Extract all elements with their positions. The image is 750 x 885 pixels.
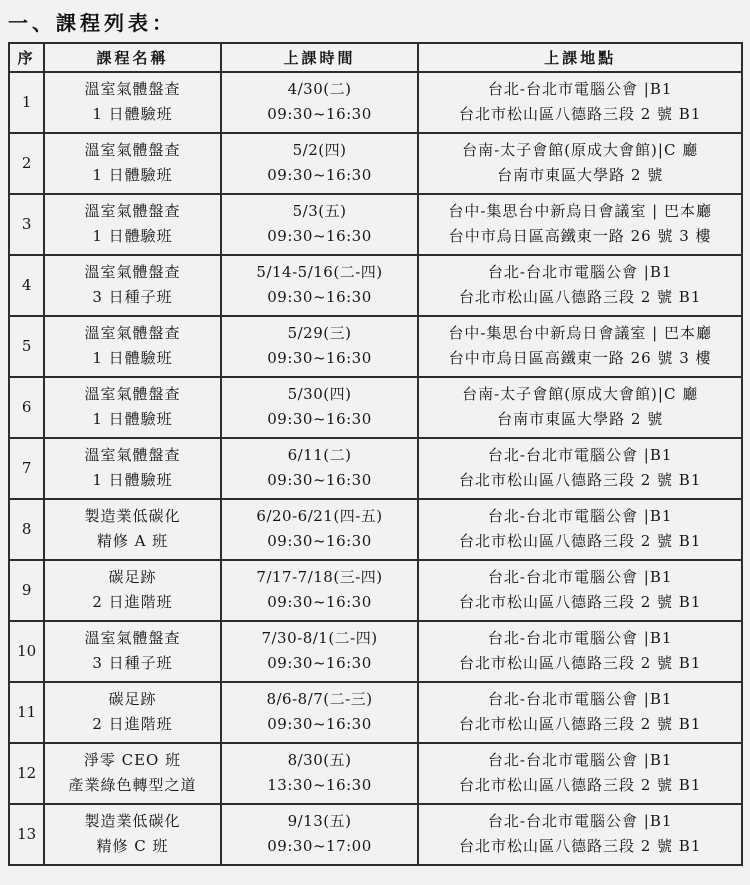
- class-location-cell-line: 台中-集思台中新烏日會議室 | 巴本廳: [448, 202, 712, 221]
- col-header-location: 上課地點: [418, 43, 742, 72]
- class-location-cell: [418, 194, 742, 255]
- course-name-cell-line: 製造業低碳化: [84, 507, 181, 526]
- class-location-cell-line: 台北-台北市電腦公會 |B1: [487, 751, 673, 770]
- class-location-cell-line: 台中市烏日區高鐵東一路 26 號 3 樓: [448, 349, 712, 368]
- class-location-cell-line: 台南-太子會館(原成大會館)|C 廳: [462, 385, 699, 404]
- course-name-cell-line: 碳足跡: [108, 568, 157, 587]
- class-location-cell: [418, 682, 742, 743]
- class-location-cell-line: 台北市松山區八德路三段 2 號 B1: [458, 471, 702, 490]
- class-time-cell-line: 7/30-8/1(二-四): [261, 629, 378, 648]
- class-location-cell-line: 台北-台北市電腦公會 |B1: [487, 263, 673, 282]
- row-number-cell: [9, 804, 44, 865]
- class-time-cell-line: 5/2(四): [292, 141, 347, 160]
- class-time-cell-content: [222, 744, 418, 803]
- row-number-cell: [9, 72, 44, 133]
- class-time-cell: [221, 194, 419, 255]
- class-time-cell-content: [222, 378, 418, 437]
- class-time-cell-content: [222, 500, 418, 559]
- class-location-cell-line: 台北市松山區八德路三段 2 號 B1: [458, 593, 702, 612]
- class-location-cell-line: 台南市東區大學路 2 號: [497, 166, 664, 185]
- course-name-cell: [44, 255, 220, 316]
- course-name-cell-content: [45, 744, 219, 803]
- class-location-cell: [418, 499, 742, 560]
- class-location-cell-content: [419, 439, 741, 498]
- class-time-cell: [221, 316, 419, 377]
- row-number-cell-line: 1: [21, 92, 32, 111]
- table-row: [9, 743, 742, 804]
- course-name-cell-line: 溫室氣體盤查: [84, 629, 181, 648]
- course-name-cell-line: 1 日體驗班: [92, 166, 173, 185]
- class-location-cell-line: 台北市松山區八德路三段 2 號 B1: [458, 654, 702, 673]
- class-location-cell-content: [419, 622, 741, 681]
- class-location-cell-content: [419, 744, 741, 803]
- course-name-cell: [44, 133, 220, 194]
- class-location-cell-line: 台北市松山區八德路三段 2 號 B1: [458, 776, 702, 795]
- row-number-cell-content: [10, 439, 43, 498]
- class-time-cell: [221, 743, 419, 804]
- course-name-cell: [44, 743, 220, 804]
- course-table: [8, 42, 743, 866]
- row-number-cell-content: [10, 744, 43, 803]
- table-row: [9, 499, 742, 560]
- class-location-cell-line: 台南-太子會館(原成大會館)|C 廳: [462, 141, 699, 160]
- class-location-cell-line: 台南市東區大學路 2 號: [497, 410, 664, 429]
- row-number-cell-content: [10, 622, 43, 681]
- class-location-cell-line: 台北市松山區八德路三段 2 號 B1: [458, 837, 702, 856]
- row-number-cell-content: [10, 378, 43, 437]
- class-time-cell-line: 09:30~16:30: [267, 227, 372, 246]
- class-location-cell-content: [419, 561, 741, 620]
- table-row: [9, 133, 742, 194]
- course-table-body: [9, 72, 742, 865]
- class-location-cell-line: 台北市松山區八德路三段 2 號 B1: [458, 105, 702, 124]
- row-number-cell-line: 3: [21, 214, 32, 233]
- row-number-cell-content: [10, 805, 43, 864]
- class-time-cell: [221, 255, 419, 316]
- course-name-cell-content: [45, 378, 219, 437]
- row-number-cell: [9, 133, 44, 194]
- course-name-cell-content: [45, 561, 219, 620]
- course-name-cell: [44, 621, 220, 682]
- class-time-cell-line: 09:30~16:30: [267, 288, 372, 307]
- class-time-cell-content: [222, 73, 418, 132]
- row-number-cell-line: 8: [21, 519, 32, 538]
- class-location-cell-line: 台北市松山區八德路三段 2 號 B1: [458, 715, 702, 734]
- course-name-cell: [44, 499, 220, 560]
- class-location-cell-line: 台北-台北市電腦公會 |B1: [487, 629, 673, 648]
- class-location-cell-content: [419, 378, 741, 437]
- course-name-cell-line: 溫室氣體盤查: [84, 385, 181, 404]
- class-time-cell: [221, 621, 419, 682]
- row-number-cell-content: [10, 256, 43, 315]
- page-title: 一、課程列表：: [8, 11, 176, 35]
- class-time-cell: [221, 682, 419, 743]
- course-name-cell-line: 3 日種子班: [92, 654, 173, 673]
- course-name-cell-line: 溫室氣體盤查: [84, 446, 181, 465]
- course-name-cell: [44, 194, 220, 255]
- class-time-cell: [221, 499, 419, 560]
- class-time-cell: [221, 133, 419, 194]
- class-time-cell-content: [222, 439, 418, 498]
- class-location-cell: [418, 133, 742, 194]
- class-time-cell-line: 09:30~16:30: [267, 471, 372, 490]
- class-location-cell-line: 台北-台北市電腦公會 |B1: [487, 812, 673, 831]
- course-name-cell-line: 溫室氣體盤查: [84, 263, 181, 282]
- row-number-cell-line: 5: [21, 336, 32, 355]
- table-row: [9, 377, 742, 438]
- class-location-cell-content: [419, 134, 741, 193]
- class-location-cell-line: 台中市烏日區高鐵東一路 26 號 3 樓: [448, 227, 712, 246]
- class-location-cell-line: 台北-台北市電腦公會 |B1: [487, 690, 673, 709]
- course-name-cell-line: 2 日進階班: [92, 593, 173, 612]
- class-time-cell-line: 5/29(三): [287, 324, 352, 343]
- class-time-cell-content: [222, 683, 418, 742]
- course-name-cell-line: 製造業低碳化: [84, 812, 181, 831]
- course-name-cell-content: [45, 683, 219, 742]
- class-time-cell-line: 13:30~16:30: [267, 776, 372, 795]
- class-time-cell-line: 09:30~16:30: [267, 654, 372, 673]
- class-time-cell-line: 6/11(二): [287, 446, 352, 465]
- course-name-cell: [44, 72, 220, 133]
- row-number-cell: [9, 682, 44, 743]
- col-header-index: 序: [9, 43, 44, 72]
- class-time-cell-content: [222, 317, 418, 376]
- class-time-cell-line: 09:30~16:30: [267, 105, 372, 124]
- class-time-cell-line: 9/13(五): [287, 812, 352, 831]
- course-name-cell: [44, 682, 220, 743]
- course-name-cell: [44, 316, 220, 377]
- row-number-cell-line: 2: [21, 153, 32, 172]
- row-number-cell-content: [10, 134, 43, 193]
- course-name-cell-line: 2 日進階班: [92, 715, 173, 734]
- course-name-cell-line: 1 日體驗班: [92, 105, 173, 124]
- col-header-course: 課程名稱: [44, 43, 220, 72]
- course-name-cell-line: 1 日體驗班: [92, 349, 173, 368]
- course-name-cell-line: 溫室氣體盤查: [84, 141, 181, 160]
- class-location-cell-line: 台北市松山區八德路三段 2 號 B1: [458, 532, 702, 551]
- class-location-cell-line: 台北-台北市電腦公會 |B1: [487, 507, 673, 526]
- course-name-cell-line: 溫室氣體盤查: [84, 80, 181, 99]
- course-name-cell-line: 精修 A 班: [96, 532, 169, 551]
- course-name-cell-content: [45, 439, 219, 498]
- row-number-cell-content: [10, 500, 43, 559]
- class-time-cell-content: [222, 622, 418, 681]
- course-name-cell-content: [45, 317, 219, 376]
- class-time-cell-line: 8/6-8/7(二-三): [266, 690, 373, 709]
- class-location-cell-content: [419, 500, 741, 559]
- row-number-cell: [9, 560, 44, 621]
- course-name-cell-content: [45, 805, 219, 864]
- table-row: [9, 560, 742, 621]
- course-name-cell-content: [45, 500, 219, 559]
- class-time-cell-line: 09:30~16:30: [267, 593, 372, 612]
- course-name-cell-content: [45, 622, 219, 681]
- class-location-cell-line: 台中-集思台中新烏日會議室 | 巴本廳: [448, 324, 712, 343]
- class-time-cell-line: 5/3(五): [292, 202, 347, 221]
- row-number-cell-line: 12: [17, 763, 37, 782]
- row-number-cell: [9, 255, 44, 316]
- class-time-cell-line: 09:30~16:30: [267, 715, 372, 734]
- class-time-cell: [221, 438, 419, 499]
- col-header-time: 上課時間: [221, 43, 419, 72]
- table-row: [9, 255, 742, 316]
- class-location-cell: [418, 255, 742, 316]
- class-time-cell: [221, 804, 419, 865]
- class-time-cell-line: 09:30~17:00: [267, 837, 372, 856]
- class-time-cell-content: [222, 256, 418, 315]
- class-time-cell-line: 8/30(五): [287, 751, 352, 770]
- table-row: [9, 682, 742, 743]
- course-name-cell-line: 3 日種子班: [92, 288, 173, 307]
- row-number-cell: [9, 499, 44, 560]
- class-time-cell-line: 09:30~16:30: [267, 532, 372, 551]
- course-name-cell-line: 碳足跡: [108, 690, 157, 709]
- row-number-cell-line: 13: [17, 824, 37, 843]
- course-name-cell: [44, 377, 220, 438]
- table-row: [9, 438, 742, 499]
- class-time-cell-content: [222, 561, 418, 620]
- class-location-cell: [418, 377, 742, 438]
- class-location-cell: [418, 743, 742, 804]
- row-number-cell: [9, 438, 44, 499]
- table-row: [9, 72, 742, 133]
- class-location-cell: [418, 804, 742, 865]
- row-number-cell-line: 7: [21, 458, 32, 477]
- row-number-cell-line: 4: [21, 275, 32, 294]
- course-name-cell: [44, 560, 220, 621]
- class-time-cell-line: 7/17-7/18(三-四): [256, 568, 383, 587]
- course-name-cell-line: 淨零 CEO 班: [83, 751, 182, 770]
- table-row: [9, 621, 742, 682]
- course-name-cell-line: 產業綠色轉型之道: [68, 776, 197, 795]
- class-time-cell-line: 5/30(四): [287, 385, 352, 404]
- table-header-row: [9, 43, 742, 72]
- table-row: [9, 316, 742, 377]
- class-location-cell-content: [419, 317, 741, 376]
- class-time-cell-line: 09:30~16:30: [267, 349, 372, 368]
- class-time-cell-line: 09:30~16:30: [267, 166, 372, 185]
- class-location-cell-line: 台北-台北市電腦公會 |B1: [487, 446, 673, 465]
- row-number-cell-line: 6: [21, 397, 32, 416]
- class-time-cell: [221, 377, 419, 438]
- class-location-cell-content: [419, 195, 741, 254]
- class-time-cell-line: 6/20-6/21(四-五): [256, 507, 383, 526]
- course-name-cell-line: 溫室氣體盤查: [84, 202, 181, 221]
- course-name-cell-content: [45, 134, 219, 193]
- class-location-cell-line: 台北-台北市電腦公會 |B1: [487, 568, 673, 587]
- class-time-cell-line: 5/14-5/16(二-四): [256, 263, 383, 282]
- class-time-cell-content: [222, 134, 418, 193]
- class-time-cell-content: [222, 195, 418, 254]
- course-name-cell-content: [45, 195, 219, 254]
- row-number-cell-content: [10, 561, 43, 620]
- table-row: [9, 194, 742, 255]
- class-location-cell-line: 台北市松山區八德路三段 2 號 B1: [458, 288, 702, 307]
- class-time-cell-content: [222, 805, 418, 864]
- course-name-cell-content: [45, 73, 219, 132]
- row-number-cell-line: 11: [17, 702, 37, 721]
- class-location-cell-content: [419, 73, 741, 132]
- course-name-cell-line: 1 日體驗班: [92, 410, 173, 429]
- class-time-cell: [221, 72, 419, 133]
- class-time-cell-line: 4/30(二): [287, 80, 352, 99]
- course-name-cell-line: 溫室氣體盤查: [84, 324, 181, 343]
- course-name-cell-line: 精修 C 班: [96, 837, 169, 856]
- class-location-cell: [418, 438, 742, 499]
- row-number-cell-content: [10, 73, 43, 132]
- course-name-cell-line: 1 日體驗班: [92, 227, 173, 246]
- course-name-cell-line: 1 日體驗班: [92, 471, 173, 490]
- class-location-cell: [418, 72, 742, 133]
- course-name-cell: [44, 438, 220, 499]
- row-number-cell: [9, 621, 44, 682]
- class-time-cell: [221, 560, 419, 621]
- row-number-cell-content: [10, 195, 43, 254]
- row-number-cell: [9, 194, 44, 255]
- row-number-cell-line: 9: [21, 580, 32, 599]
- class-location-cell-content: [419, 683, 741, 742]
- class-location-cell: [418, 560, 742, 621]
- class-location-cell-content: [419, 256, 741, 315]
- row-number-cell-line: 10: [17, 641, 37, 660]
- class-time-cell-line: 09:30~16:30: [267, 410, 372, 429]
- class-location-cell: [418, 621, 742, 682]
- row-number-cell-content: [10, 683, 43, 742]
- table-row: [9, 804, 742, 865]
- class-location-cell-line: 台北-台北市電腦公會 |B1: [487, 80, 673, 99]
- class-location-cell-content: [419, 805, 741, 864]
- row-number-cell-content: [10, 317, 43, 376]
- row-number-cell: [9, 743, 44, 804]
- course-name-cell: [44, 804, 220, 865]
- row-number-cell: [9, 316, 44, 377]
- course-name-cell-content: [45, 256, 219, 315]
- class-location-cell: [418, 316, 742, 377]
- row-number-cell: [9, 377, 44, 438]
